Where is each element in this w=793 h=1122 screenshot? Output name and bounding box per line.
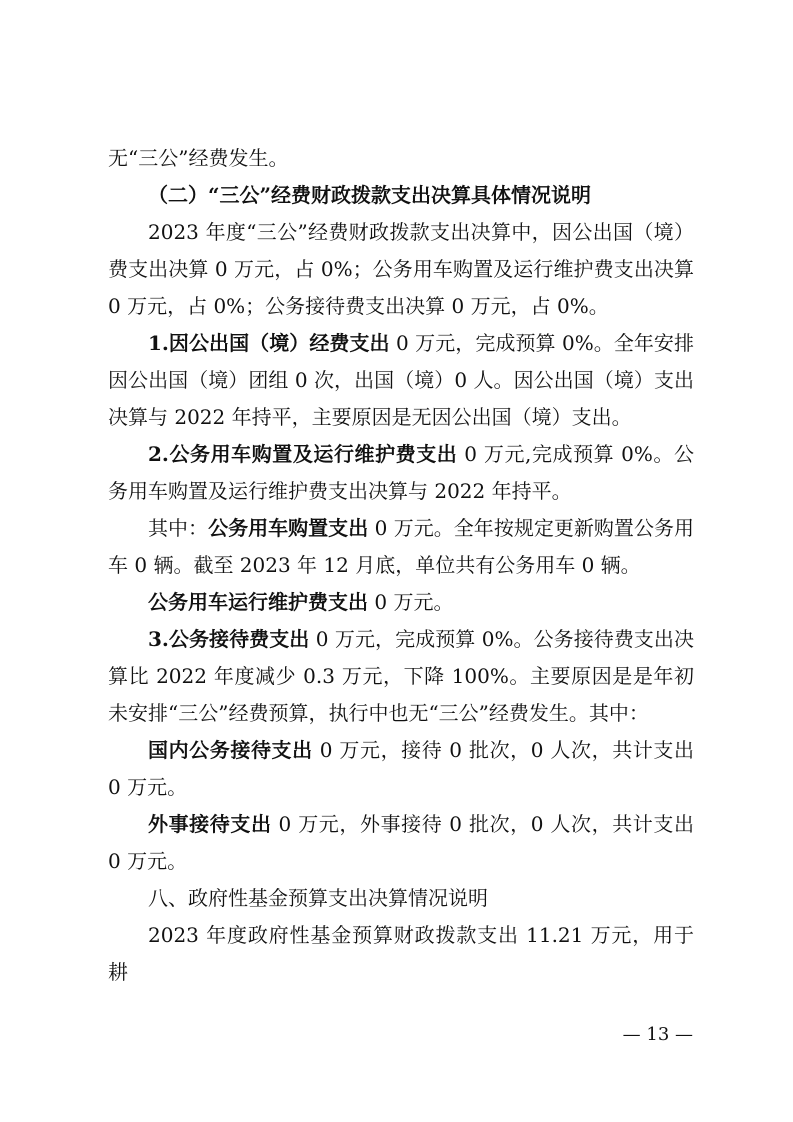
section-heading-government-fund xyxy=(108,880,694,917)
text: 0 万元,完成预算 0%。公务用车购置及运行维护费支出决算与 2022 年持平。 xyxy=(108,442,694,503)
text: 0 万元，接待 0 批次，0 人次，共计支出 0 万元。 xyxy=(108,738,694,799)
bold-label: 外事接待支出 xyxy=(148,812,272,836)
paragraph-foreign-reception xyxy=(108,806,694,880)
paragraph-vehicle-purchase xyxy=(108,510,694,584)
page-number: — 13 — xyxy=(622,1024,693,1045)
text: 无“三公”经费发生。 xyxy=(108,146,289,170)
bold-label: 3.公务接待费支出 xyxy=(148,627,310,651)
bold-label: 公务用车购置支出 xyxy=(208,516,369,540)
bold-label: 1.因公出国（境）经费支出 xyxy=(148,331,390,355)
paragraph-reception xyxy=(108,621,694,732)
paragraph-vehicle-expense xyxy=(108,436,694,510)
text: 0 万元。全年按规定更新购置公务用车 0 辆。截至 2023 年 12 月底，单位共有公务用车 0 辆。 xyxy=(108,516,694,577)
paragraph-overseas-travel xyxy=(108,325,694,436)
paragraph-government-fund xyxy=(108,917,694,991)
document-body xyxy=(108,140,694,991)
section-heading-3gong-details xyxy=(108,177,694,214)
text: 2023 年度“三公”经费财政拨款支出决算中，因公出国（境）费支出决算 0 万元，占 0%；公务用车购置及运行维护费支出决算 0 万元，占 0%；公务接待费支出决算 0 万元，占 0%。 xyxy=(108,220,694,318)
heading-text: 八、政府性基金预算支出决算情况说明 xyxy=(148,886,488,910)
bold-label: 2.公务用车购置及运行维护费支出 xyxy=(148,442,458,466)
text: 0 万元，外事接待 0 批次，0 人次，共计支出 0 万元。 xyxy=(108,812,694,873)
paragraph-vehicle-maintenance xyxy=(108,584,694,621)
heading-text: （二）“三公”经费财政拨款支出决算具体情况说明 xyxy=(148,183,592,207)
paragraph-summary xyxy=(108,214,694,325)
paragraph-domestic-reception xyxy=(108,732,694,806)
bold-label: 公务用车运行维护费支出 xyxy=(148,590,368,614)
text: 0 万元，完成预算 0%。全年安排因公出国（境）团组 0 次，出国（境）0 人。因公出国（境）支出决算与 2022 年持平，主要原因是无因公出国（境）支出。 xyxy=(108,331,694,429)
paragraph-continuation xyxy=(108,140,694,177)
bold-label: 国内公务接待支出 xyxy=(148,738,313,762)
text: 2023 年度政府性基金预算财政拨款支出 11.21 万元，用于耕 xyxy=(108,923,694,984)
text: 0 万元，完成预算 0%。公务接待费支出决算比 2022 年度减少 0.3 万元，下降 100%。主要原因是是年初未安排“三公”经费预算，执行中也无“三公”经费发生。其中： xyxy=(108,627,694,725)
text: 其中： xyxy=(148,516,209,540)
text: 0 万元。 xyxy=(368,590,454,614)
